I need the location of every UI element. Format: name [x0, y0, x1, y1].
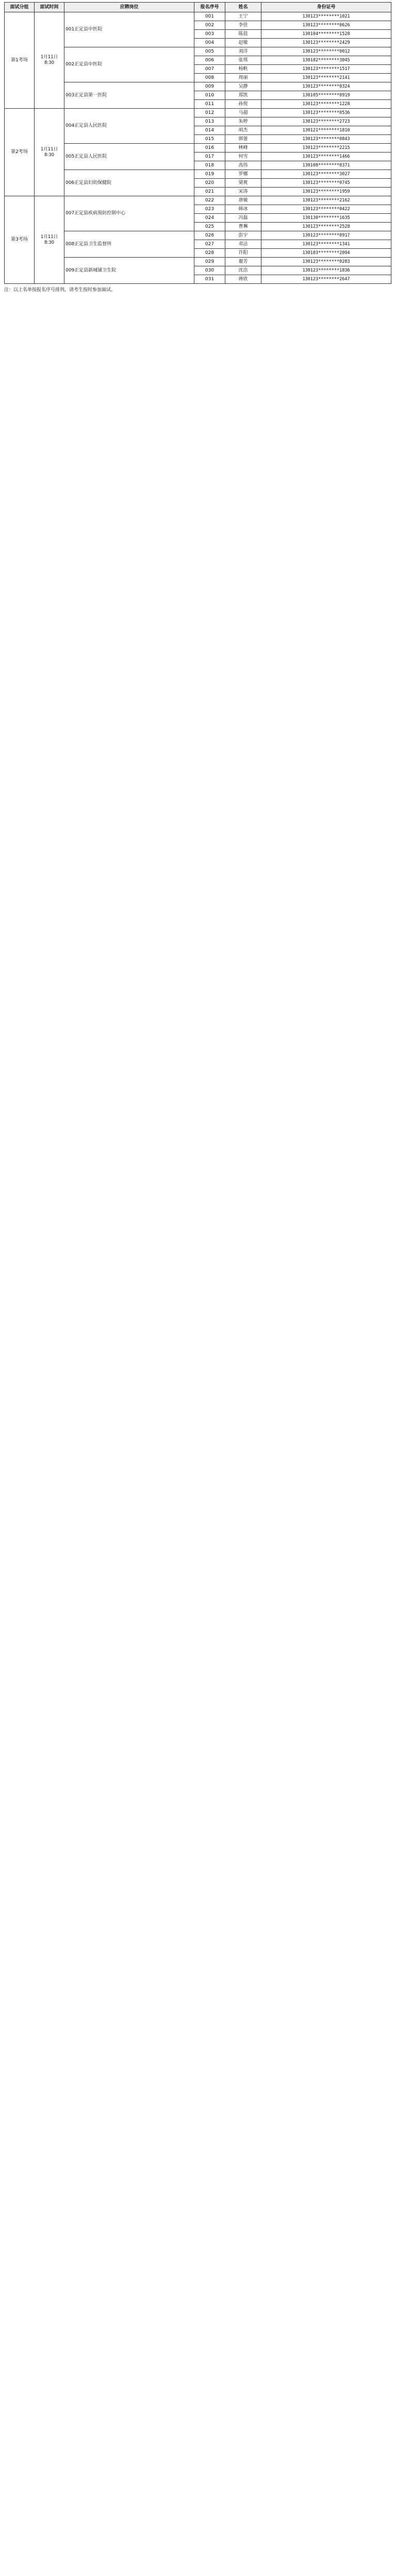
candidate-name: 胡杰: [225, 126, 261, 135]
position-cell: 005正定县人民医院: [64, 144, 194, 170]
registration-number: 031: [194, 275, 225, 284]
candidate-name: 李佳: [225, 21, 261, 30]
candidate-name: 邓洁: [225, 240, 261, 249]
position-cell: 001正定县中医院: [64, 12, 194, 47]
registration-number: 020: [194, 179, 225, 188]
id-number: 130123********1836: [261, 266, 391, 275]
candidate-name: 谢芳: [225, 258, 261, 266]
id-number: 130121********1810: [261, 126, 391, 135]
registration-number: 014: [194, 126, 225, 135]
candidate-name: 吴静: [225, 82, 261, 91]
id-number: 130123********3027: [261, 170, 391, 179]
id-number: 130123********1021: [261, 12, 391, 21]
id-number: 130183********2094: [261, 249, 391, 258]
position-cell: 007正定县疾病预防控制中心: [64, 196, 194, 231]
id-number: 130123********2162: [261, 196, 391, 205]
position-cell: 009正定县新城铺卫生院: [64, 258, 194, 284]
registration-number: 019: [194, 170, 225, 179]
registration-number: 012: [194, 109, 225, 117]
candidate-name: 蒋欣: [225, 275, 261, 284]
candidate-name: 许阳: [225, 249, 261, 258]
position-cell: 004正定县人民医院: [64, 109, 194, 144]
candidate-name: 赵敏: [225, 39, 261, 47]
header-name: 姓名: [225, 3, 261, 12]
candidate-name: 高伟: [225, 161, 261, 170]
group-cell: 第1考场: [5, 12, 35, 109]
registration-number: 021: [194, 188, 225, 196]
registration-number: 005: [194, 47, 225, 56]
candidate-name: 周丽: [225, 74, 261, 82]
candidate-name: 刘洋: [225, 47, 261, 56]
header-id: 身份证号: [261, 3, 391, 12]
candidate-name: 罗娜: [225, 170, 261, 179]
registration-number: 006: [194, 56, 225, 65]
position-cell: 006正定县妇幼保健院: [64, 170, 194, 196]
registration-number: 009: [194, 82, 225, 91]
id-number: 130123********0283: [261, 258, 391, 266]
registration-number: 007: [194, 65, 225, 74]
candidate-name: 韩冰: [225, 205, 261, 214]
header-time: 面试时间: [35, 3, 64, 12]
registration-number: 004: [194, 39, 225, 47]
candidate-name: 马超: [225, 109, 261, 117]
id-number: 130123********0324: [261, 82, 391, 91]
candidate-name: 朱婷: [225, 117, 261, 126]
header-number: 报名序号: [194, 3, 225, 12]
registration-number: 015: [194, 135, 225, 144]
id-number: 130123********1341: [261, 240, 391, 249]
id-number: 130123********0536: [261, 109, 391, 117]
registration-number: 027: [194, 240, 225, 249]
id-number: 130123********0843: [261, 135, 391, 144]
registration-number: 017: [194, 152, 225, 161]
id-number: 130123********0745: [261, 179, 391, 188]
table-row: [5, 109, 391, 117]
time-cell: 1月11日 8:30: [35, 109, 64, 196]
candidate-name: 唐敏: [225, 196, 261, 205]
registration-number: 022: [194, 196, 225, 205]
candidate-name: 张琪: [225, 56, 261, 65]
candidate-name: 梁爽: [225, 179, 261, 188]
candidate-name: 宋涛: [225, 188, 261, 196]
candidate-name: 王宁: [225, 12, 261, 21]
position-cell: 002正定县中医院: [64, 47, 194, 82]
interview-schedule-table: [4, 2, 391, 284]
id-number: 130182********3045: [261, 56, 391, 65]
id-number: 130123********2215: [261, 144, 391, 152]
group-cell: 第2考场: [5, 109, 35, 196]
id-number: 130123********2429: [261, 39, 391, 47]
table-row: [5, 12, 391, 21]
id-number: 130130********1635: [261, 214, 391, 223]
id-number: 130123********0626: [261, 21, 391, 30]
registration-number: 026: [194, 231, 225, 240]
header-group: 面试分组: [5, 3, 35, 12]
id-number: 130123********0422: [261, 205, 391, 214]
registration-number: 001: [194, 12, 225, 21]
id-number: 130105********0919: [261, 91, 391, 100]
id-number: 130123********2647: [261, 275, 391, 284]
candidate-name: 孙悦: [225, 100, 261, 109]
interview-schedule-sheet: [4, 2, 391, 293]
id-number: 130104********1528: [261, 30, 391, 39]
header-row: [5, 3, 391, 12]
id-number: 130123********0012: [261, 47, 391, 56]
time-cell: 1月11日 8:30: [35, 196, 64, 284]
position-cell: 003正定县第一医院: [64, 82, 194, 109]
id-number: 130123********1517: [261, 65, 391, 74]
id-number: 130123********1959: [261, 188, 391, 196]
registration-number: 024: [194, 214, 225, 223]
header-position: 应聘岗位: [64, 3, 194, 12]
registration-number: 029: [194, 258, 225, 266]
time-cell: 1月11日 8:30: [35, 12, 64, 109]
registration-number: 025: [194, 223, 225, 231]
registration-number: 011: [194, 100, 225, 109]
registration-number: 010: [194, 91, 225, 100]
id-number: 130123********1228: [261, 100, 391, 109]
id-number: 130108********0371: [261, 161, 391, 170]
registration-number: 030: [194, 266, 225, 275]
id-number: 130123********2723: [261, 117, 391, 126]
candidate-name: 郭蕾: [225, 135, 261, 144]
candidate-name: 沈浩: [225, 266, 261, 275]
registration-number: 008: [194, 74, 225, 82]
id-number: 130123********1466: [261, 152, 391, 161]
position-cell: 008正定县卫生监督所: [64, 231, 194, 258]
registration-number: 018: [194, 161, 225, 170]
table-body: [5, 12, 391, 284]
registration-number: 028: [194, 249, 225, 258]
registration-number: 016: [194, 144, 225, 152]
group-cell: 第3考场: [5, 196, 35, 284]
candidate-name: 彭宇: [225, 231, 261, 240]
candidate-name: 林峰: [225, 144, 261, 152]
candidate-name: 郑凯: [225, 91, 261, 100]
candidate-name: 曹琳: [225, 223, 261, 231]
registration-number: 002: [194, 21, 225, 30]
id-number: 130123********2528: [261, 223, 391, 231]
candidate-name: 冯磊: [225, 214, 261, 223]
id-number: 130123********0917: [261, 231, 391, 240]
registration-number: 003: [194, 30, 225, 39]
candidate-name: 何雪: [225, 152, 261, 161]
id-number: 130123********2141: [261, 74, 391, 82]
table-row: [5, 196, 391, 205]
candidate-name: 杨帆: [225, 65, 261, 74]
registration-number: 023: [194, 205, 225, 214]
candidate-name: 陈晨: [225, 30, 261, 39]
registration-number: 013: [194, 117, 225, 126]
footnote: 注：以上名单按报名序号排列，请考生按时参加面试。: [4, 287, 116, 293]
